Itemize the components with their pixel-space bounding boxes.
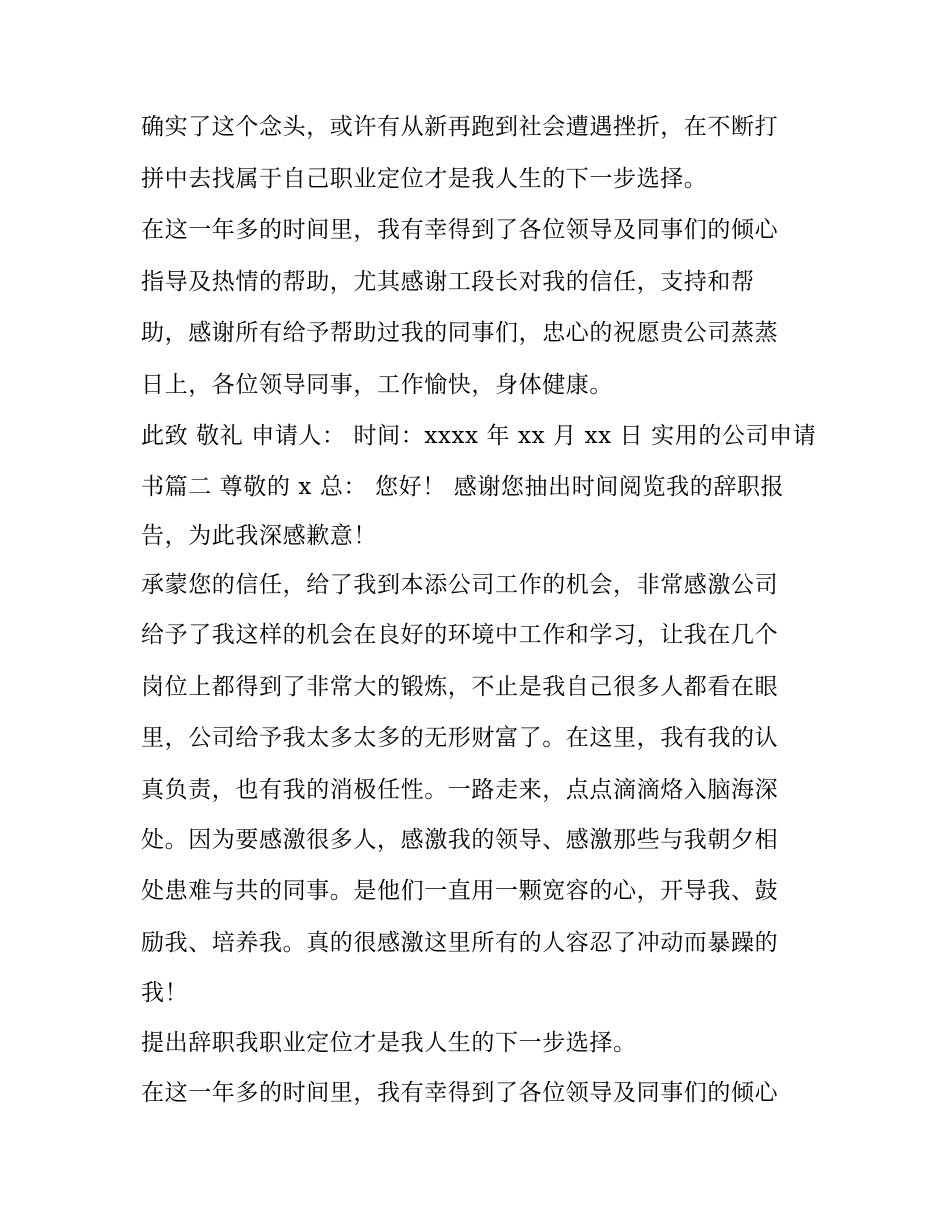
text-line: 此致 敬礼 申请人： 时间：xxxx 年 xx 月 xx 日 实用的公司申请 (141, 423, 817, 449)
text-line: 我！ (141, 980, 189, 1006)
text-line: 励我、培养我。真的很感激这里所有的人容忍了冲动而暴躁的 (141, 930, 779, 956)
text-line: 真负责，也有我的消极任性。一路走来，点点滴滴烙入脑海深 (141, 777, 779, 803)
text-line: 助，感谢所有给予帮助过我的同事们，忠心的祝愿贵公司蒸蒸 (141, 320, 779, 346)
text-line: 承蒙您的信任，给了我到本添公司工作的机会，非常感激公司 (141, 572, 779, 598)
text-line: 提出辞职我职业定位才是我人生的下一步选择。 (141, 1030, 637, 1056)
text-line: 确实了这个念头，或许有从新再跑到社会遭遇挫折，在不断打 (141, 114, 779, 140)
text-line: 处。因为要感激很多人，感激我的领导、感激那些与我朝夕相 (141, 827, 779, 853)
text-line: 日上，各位领导同事，工作愉快，身体健康。 (141, 372, 613, 398)
text-line: 给予了我这样的机会在良好的环境中工作和学习，让我在几个 (141, 622, 779, 648)
text-line: 岗位上都得到了非常大的锻炼，不止是我自己很多人都看在眼 (141, 674, 779, 700)
text-line: 在这一年多的时间里，我有幸得到了各位领导及同事们的倾心 (141, 1080, 779, 1106)
text-line: 书篇二 尊敬的 x 总： 您好！ 感谢您抽出时间阅览我的辞职报 (141, 474, 785, 500)
text-line: 告，为此我深感歉意！ (141, 523, 377, 549)
text-line: 拼中去找属于自己职业定位才是我人生的下一步选择。 (141, 166, 708, 192)
text-line: 里，公司给予我太多太多的无形财富了。在这里，我有我的认 (141, 725, 779, 751)
text-line: 指导及热情的帮助，尤其感谢工段长对我的信任，支持和帮 (141, 269, 755, 295)
text-line: 处患难与共的同事。是他们一直用一颗宽容的心，开导我、鼓 (141, 878, 779, 904)
text-line: 在这一年多的时间里，我有幸得到了各位领导及同事们的倾心 (141, 217, 779, 243)
